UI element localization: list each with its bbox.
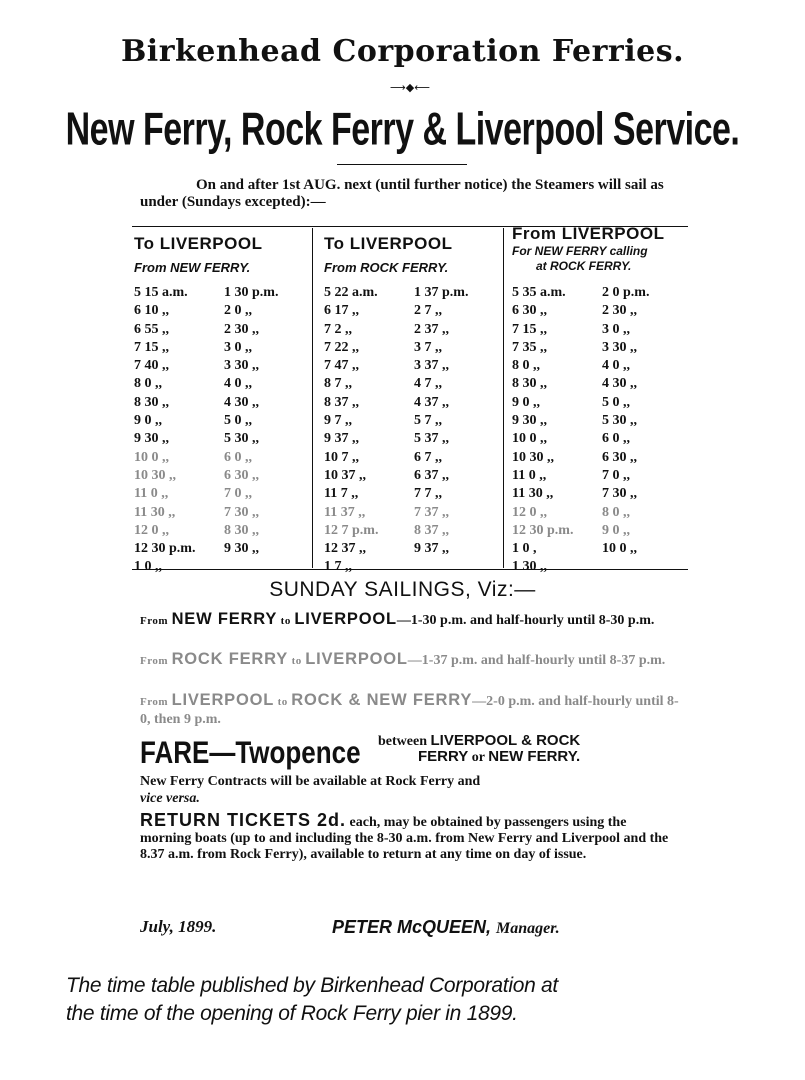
time-row: 8 0 ,, 4 0 ,, [134, 376, 252, 392]
column-divider [503, 228, 504, 568]
time-row: 11 37 ,, 7 37 ,, [324, 504, 449, 520]
intro-text: On and after 1st AUG. next (until further notice) the Steamers will sail as under (Sundays excepted):— [140, 177, 664, 210]
service-title: New Ferry, Rock Ferry & Liverpool Service. [65, 104, 740, 156]
column-subheading: From ROCK FERRY. [324, 260, 449, 275]
return-tickets-note: RETURN TICKETS 2d. each, may be obtained by passengers using the morning boats (up to and including the 8-30 a.m. from New Ferry and Liverpool and the 8.37 a.m. from Rock Ferry), available to return at any time on day of issue. [140, 810, 669, 862]
time-row: 6 30 ,, 2 30 ,, [512, 303, 637, 319]
time-row: 12 0 ,, 8 30 ,, [134, 522, 259, 538]
fare-label: FARE—Twopence [140, 734, 361, 770]
column-rock-ferry [324, 222, 502, 575]
time-row: 12 7 p.m. 8 37 ,, [324, 522, 449, 538]
time-row: 9 0 ,, 5 0 ,, [512, 394, 630, 410]
time-row: 10 0 ,, 6 0 ,, [134, 449, 252, 465]
column-from-liverpool [512, 222, 688, 575]
time-row: 7 15 ,, 3 0 ,, [134, 339, 252, 355]
column-heading: From LIVERPOOL [512, 224, 665, 243]
time-row: 7 22 ,, 3 7 ,, [324, 339, 442, 355]
time-row: 10 30 ,, 6 30 ,, [134, 467, 259, 483]
time-row: 7 35 ,, 3 30 ,, [512, 339, 637, 355]
time-row: 10 30 ,, 6 30 ,, [512, 449, 637, 465]
time-row: 9 30 ,, 5 30 ,, [134, 431, 259, 447]
ornament-divider-icon: ⟶◆⟵ [390, 81, 430, 94]
notice-heading: Birkenhead Corporation Ferries. [120, 34, 685, 69]
sunday-title: SUNDAY SAILINGS, Viz:— [269, 578, 536, 601]
time-row: 8 30 ,, 4 30 ,, [134, 394, 259, 410]
time-row: 9 37 ,, 5 37 ,, [324, 431, 449, 447]
time-row: 9 0 ,, 5 0 ,, [134, 413, 252, 429]
time-row: 8 30 ,, 4 30 ,, [512, 376, 637, 392]
time-row: 10 0 ,, 6 0 ,, [512, 431, 630, 447]
time-row: 5 35 a.m. 2 0 p.m. [512, 285, 650, 300]
time-row: 11 7 ,, 7 7 ,, [324, 486, 442, 502]
time-row: 9 7 ,, 5 7 ,, [324, 413, 442, 429]
sunday-route: From LIVERPOOL to ROCK & NEW FERRY—2-0 p.m. and half-hourly until 8-0, then 9 p.m. [140, 691, 679, 727]
time-row: 8 37 ,, 4 37 ,, [324, 394, 449, 410]
time-row: 9 30 ,, 5 30 ,, [512, 413, 637, 429]
column-subheading: For NEW FERRY calling [512, 244, 648, 258]
time-row: 7 47 ,, 3 37 ,, [324, 358, 449, 374]
contracts-note: New Ferry Contracts will be available at Rock Ferry and vice versa. [140, 774, 481, 806]
column-heading: To LIVERPOOL [134, 234, 263, 253]
time-row: 1 30 ,, [512, 559, 547, 575]
column-divider [312, 228, 313, 568]
time-row: 8 7 ,, 4 7 ,, [324, 376, 442, 392]
time-row: 11 30 ,, 7 30 ,, [512, 486, 637, 502]
weekday-timetable [128, 222, 688, 575]
divider-rule [337, 164, 467, 165]
time-row: 1 7 ,, [324, 559, 352, 575]
column-new-ferry [134, 222, 310, 575]
time-row: 11 30 ,, 7 30 ,, [134, 504, 259, 520]
time-row: 12 0 ,, 8 0 ,, [512, 504, 630, 520]
time-row: 1 0 , 10 0 ,, [512, 541, 637, 557]
time-row: 10 7 ,, 6 7 ,, [324, 449, 442, 465]
time-row: 6 17 ,, 2 7 ,, [324, 303, 442, 319]
time-row: 11 0 ,, 7 0 ,, [134, 486, 252, 502]
time-row: 8 0 ,, 4 0 ,, [512, 358, 630, 374]
time-row: 10 37 ,, 6 37 ,, [324, 467, 449, 483]
time-row: 12 30 p.m. 9 30 ,, [134, 541, 259, 557]
time-row: 7 2 ,, 2 37 ,, [324, 321, 449, 337]
column-times [512, 284, 682, 577]
column-subheading: From NEW FERRY. [134, 260, 251, 275]
time-row: 6 10 ,, 2 0 ,, [134, 303, 252, 319]
time-row: 11 0 ,, 7 0 ,, [512, 467, 630, 483]
sunday-route: From ROCK FERRY to LIVERPOOL—1-37 p.m. and half-hourly until 8-37 p.m. [140, 650, 666, 668]
fare-detail: between LIVERPOOL & ROCK FERRY or NEW FERRY. [378, 732, 581, 765]
column-subheading: at ROCK FERRY. [536, 259, 632, 273]
time-row: 7 40 ,, 3 30 ,, [134, 358, 259, 374]
image-caption: The time table published by Birkenhead Corporation at the time of the opening of Rock Ferry pier in 1899. [66, 974, 558, 1025]
time-row: 1 0 ,, [134, 559, 162, 575]
time-row: 12 30 p.m. 9 0 ,, [512, 522, 630, 538]
manager-signature: PETER McQUEEN, Manager. [332, 917, 560, 937]
time-row: 5 15 a.m. 1 30 p.m. [134, 285, 279, 300]
column-heading: To LIVERPOOL [324, 234, 453, 253]
notice-date: July, 1899. [140, 917, 217, 936]
time-row: 7 15 ,, 3 0 ,, [512, 321, 630, 337]
time-row: 5 22 a.m. 1 37 p.m. [324, 285, 469, 300]
time-row: 6 55 ,, 2 30 ,, [134, 321, 259, 337]
sunday-route: From NEW FERRY to LIVERPOOL—1-30 p.m. and half-hourly until 8-30 p.m. [140, 610, 655, 628]
time-row: 12 37 ,, 9 37 ,, [324, 541, 449, 557]
column-times [324, 284, 494, 577]
column-times [134, 284, 304, 577]
